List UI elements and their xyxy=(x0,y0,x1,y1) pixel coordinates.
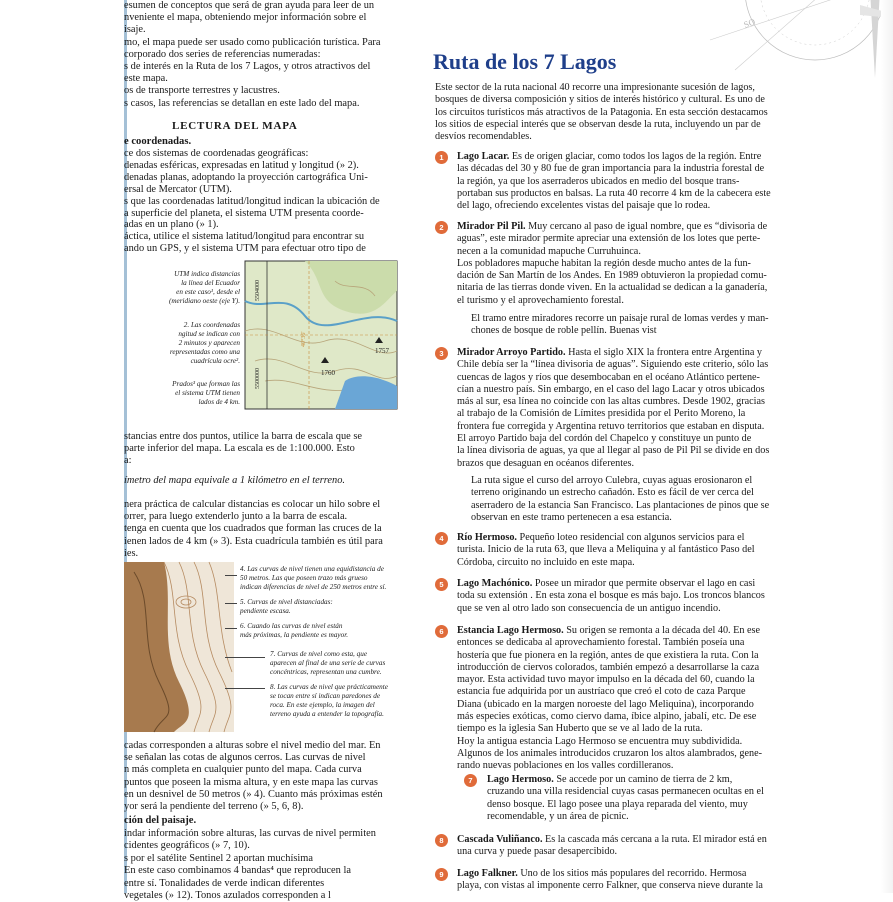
caption-line: concéntricas, representan una cumbre. xyxy=(270,668,382,676)
entry-line: más especies exóticas, como ciervo dama, íbice alpino, jabalí, etc. De ese xyxy=(457,711,757,723)
leader-line xyxy=(225,688,265,689)
entry-9 xyxy=(457,868,769,893)
peak-label-a: 1757 xyxy=(375,347,389,355)
entry-line: recomendable, y un área de picnic. xyxy=(487,810,629,822)
entry-line: playa, con vistas al imponente cerro Falkner, que conserva nieve durante la xyxy=(457,880,763,892)
caption-line: se tocan entre sí indican paredones de xyxy=(270,692,381,700)
entry-title: Lago Hermoso. xyxy=(487,774,554,785)
entry-first-line xyxy=(457,221,769,233)
entry-line: más al sur, esa línea no coincide con las altas cumbres. Desde 1902, gracias xyxy=(457,396,765,408)
text-line: a superficie del planeta, el sistema UTM presenta coorde- xyxy=(124,207,364,219)
entry-4 xyxy=(457,532,769,569)
text-line: Este sector de la ruta nacional 40 recorre una impresionante sucesión de lagos, xyxy=(435,82,755,93)
text-line: stancias entre dos puntos, utilice la barra de escala que se xyxy=(124,431,363,442)
entry-line: tiempo es la iglesia San Huberto que se ve al lado de la ruta. xyxy=(457,723,703,735)
caption-line: 8. Las curvas de nivel que prácticamente xyxy=(270,683,388,691)
text-line: puntos que poseen la misma altura, y en este mapa las curvas xyxy=(124,776,378,788)
entry-line: Hoy la antigua estancia Lago Hermoso se encuentra muy subdividida. xyxy=(457,735,743,747)
entry-first-line xyxy=(457,834,769,846)
text-line: vegetales (» 12). Tonos azulados corresponden a l xyxy=(124,890,331,901)
text-line: mo, el mapa puede ser usado como publicación turística. Para xyxy=(124,36,381,48)
text-line: En este caso combinamos 4 bandas⁴ que reproducen la xyxy=(124,865,351,877)
caption-line: (meridiano oeste (eje Y). xyxy=(168,297,240,305)
text-line: los circuitos turísticos más atractivos de la Patagonia. En esta sección destacamos xyxy=(435,106,768,118)
entry-line: del lago, ofreciendo excelentes vistas del paisaje que lo rodea. xyxy=(457,200,711,212)
landscape-heading: ción del paisaje. xyxy=(124,815,197,826)
caption-line: más próximas, la pendiente es mayor. xyxy=(240,631,348,639)
text-line: s de interés en la Ruta de los 7 Lagos, y otros atractivos del xyxy=(124,61,371,72)
text-line: tenga en cuenta que los cuadrados que forman las cruces de la xyxy=(124,523,382,535)
text-line: orrer, para luego extenderlo junto a la barra de escala. xyxy=(124,511,348,523)
entry-line: cían a nuestro país. Sin embargo, en el caso del lago Lacar y otros ubicados xyxy=(457,383,765,395)
text-line: nveniente el mapa, obteniendo mejor información sobre el xyxy=(124,12,367,24)
entry-line: la región, ya que los aserraderos ubicados en medio del bosque trans- xyxy=(457,175,740,187)
entry-first-line xyxy=(457,625,769,637)
text-line: yor será la pendiente del terreno (» 5, 6, 8). xyxy=(124,801,304,812)
entry-number-badge: 4 xyxy=(435,532,448,545)
caption-line: 5. Curvas de nivel distanciadas: xyxy=(240,598,333,606)
scale-note: ímetro del mapa equivale a 1 kilómetro en el terreno. xyxy=(124,475,346,486)
caption-line: 2 minutos y aparecen xyxy=(178,339,240,347)
text-line: parte inferior del mapa. La escala es de 1:100.000. Esto xyxy=(124,443,355,455)
text-line: denadas esféricas, expresadas en latitud y longitud (» 2). xyxy=(124,159,359,171)
text-line: isaje. xyxy=(124,24,146,36)
text-line: os de transporte terrestres y lacustres. xyxy=(124,85,280,97)
leader-line xyxy=(225,603,237,604)
entry-title: Mirador Arroyo Partido. xyxy=(457,347,566,358)
entry-2 xyxy=(457,221,769,307)
text-line: ienen lados de 4 km (» 3). Esta cuadrícula también es útil para xyxy=(124,535,383,547)
entry-text: Es de origen glaciar, como todos los lagos de la región. Entre xyxy=(509,151,762,162)
entry-number-badge: 9 xyxy=(435,868,448,881)
caption-line: ngitud se indican con xyxy=(178,330,240,338)
caption-line: indican diferencias de nivel de 250 metros entre sí. xyxy=(240,583,387,591)
entry-line: el turismo y el aprovechamiento forestal. xyxy=(457,294,624,306)
entry-line: frontera fue corregida y Argentina retuvo territorios que estaban en disputa. xyxy=(457,420,765,432)
text-line: ando un GPS, y el sistema UTM para efectuar otro tipo de xyxy=(124,243,366,255)
entry-title: Mirador Pil Pil. xyxy=(457,221,526,232)
entry-line: introducción de ciervos colorados, también empezó a desarrollarse la caza xyxy=(457,661,760,673)
entry-line: aserradero de la estancia San Francisco. Las plantaciones de pinos que se xyxy=(471,499,770,511)
text-line: este mapa. xyxy=(124,73,168,85)
entry-text: Se accede por un camino de tierra de 2 km, xyxy=(553,774,733,785)
entry-line: denso bosque. El lago posee una playa reparada del viento, muy xyxy=(487,798,748,810)
entry-line: Chile debía ser la “línea divisoria de aguas”. Siguiendo este criterio, sólo las xyxy=(457,359,769,371)
entry-line: Diana (ubicado en la margen noroeste del lago Meliquina), incorporando xyxy=(457,698,754,710)
caption-line: aparecen al final de una serie de curvas xyxy=(270,659,386,667)
entry-line: mayor. Esta actividad tuvo mayor impulso en la década del 60, cuando la xyxy=(457,674,755,686)
text-line: entre sí. Tonalidades de verde indican diferentes xyxy=(124,877,325,889)
entry-number-badge: 7 xyxy=(464,774,477,787)
entry-title: Río Hermoso. xyxy=(457,532,517,543)
entry-5 xyxy=(457,578,769,615)
caption-line: en este caso¹, desde el xyxy=(176,288,240,296)
entry-text: Su origen se remonta a la década del 40. En ese xyxy=(563,625,761,636)
text-line: adas en un plano (» 1). xyxy=(124,219,219,231)
entry-first-line xyxy=(457,578,769,590)
caption-line: 6. Cuando las curvas de nivel están xyxy=(240,622,343,630)
entry-3 xyxy=(457,347,769,470)
text-line: indar información sobre alturas, las curvas de nivel permiten xyxy=(124,828,376,839)
entry-line: las décadas del 30 y 80 fue de gran importancia para la industria forestal de xyxy=(457,163,765,175)
entry-line: estancia fue adquirida por un austríaco que creó el coto de caza Parque xyxy=(457,686,746,698)
entry-first-line xyxy=(487,774,769,786)
entry-line: que se ven al otro lado son consecuencia de un antiguo incendio. xyxy=(457,602,721,614)
entry-line: turista. Inicio de la ruta 63, que lleva a Meliquina y al fantástico Paso del xyxy=(457,544,755,556)
entry-first-line xyxy=(457,532,769,544)
caption-line: Prados³ que forman las xyxy=(172,380,240,388)
coord-heading: e coordenadas. xyxy=(124,136,192,147)
route-note xyxy=(471,313,769,338)
caption-line: pendiente escasa. xyxy=(240,607,291,615)
text-line: cadas corresponden a alturas sobre el nivel medio del mar. En xyxy=(124,740,381,751)
text-line: s que las coordenadas latitud/longitud indican la ubicación de xyxy=(124,195,380,207)
utm-map-figure xyxy=(245,261,397,409)
entry-title: Estancia Lago Hermoso. xyxy=(457,625,564,636)
intro-paragraph xyxy=(435,82,771,143)
text-line: ies. xyxy=(124,547,139,559)
entry-first-line xyxy=(457,151,769,163)
entry-line: hostería que fue pionera en la región, antes de que existiera la ruta. Con la xyxy=(457,649,759,661)
entry-line: Córdoba, circuito no incluido en este mapa. xyxy=(457,556,635,568)
text-line: denadas planas, adoptando la proyección cartográfica Uni- xyxy=(124,171,368,183)
caption-line: representadas como una xyxy=(169,348,240,356)
entry-line: cuencas de lagos y ríos que desembocaban en el océano Atlántico pertene- xyxy=(457,371,760,383)
text-line: se señalan las cotas de algunos cerros. Las curvas de nivel xyxy=(124,752,366,764)
text-line: bosques de diversa composición y sitios de interés histórico y cultural. Es uno de xyxy=(435,94,765,106)
entry-line: Algunos de los animales introducidos cruzaron los altos alambrados, gene- xyxy=(457,747,762,759)
text-line: esumen de conceptos que será de gran ayuda para leer de un xyxy=(124,0,375,11)
text-line: s casos, las referencias se detallan en este lado del mapa. xyxy=(124,97,360,109)
entry-line: El arroyo Partido baja del cordón del Chapelco y constituye un punto de xyxy=(457,433,752,445)
entry-line: cruzando una villa residencial cuyas casas permanecen ocultas en el xyxy=(487,786,764,798)
peak-label-b: 1760 xyxy=(321,369,335,377)
page-edge xyxy=(881,0,893,893)
entry-line: al trabajo de la Comisión de Límites presidida por el Perito Moreno, la xyxy=(457,408,746,420)
caption-line: UTM indica distancias xyxy=(174,270,240,278)
entry-text: Es la cascada más cercana a la ruta. El mirador está en xyxy=(542,834,767,845)
text-line: a: xyxy=(124,455,132,467)
caption-line: roca. En este ejemplo, la imagen del xyxy=(270,701,375,709)
compass-label: SO xyxy=(742,16,757,30)
entry-line: nitaria de las tierras donde viven. En la actualidad se dedican a la ganadería, xyxy=(457,282,768,294)
entry-line: aguas”, este mirador permite apreciar una extensión de los lotes que perte- xyxy=(457,233,761,245)
text-line: corporado dos series de referencias numeradas: xyxy=(124,48,321,60)
text-line: ersal de Mercator (UTM). xyxy=(124,183,232,195)
entry-text: Uno de los sitios más populares del recorrido. Hermosa xyxy=(517,868,747,879)
entry-number-badge: 8 xyxy=(435,834,448,847)
entry-title: Lago Machónico. xyxy=(457,578,533,589)
leader-line xyxy=(225,628,237,629)
entry-title: Cascada Vuliñanco. xyxy=(457,834,543,845)
entry-first-line xyxy=(457,868,769,880)
entry-number-badge: 3 xyxy=(435,347,448,360)
right-column xyxy=(405,0,893,893)
entry-line: El tramo entre miradores recorre un paisaje rural de lomas verdes y man- xyxy=(471,313,769,324)
entry-line: toda su extensión . En esta zona el bosque es más bajo. Los troncos blancos xyxy=(457,590,765,602)
contour-map-figure xyxy=(124,562,234,732)
entry-number-badge: 1 xyxy=(435,151,448,164)
caption-line: cuadrícula ocre². xyxy=(190,357,240,365)
entry-line: una curva y puede pasar desapercibido. xyxy=(457,846,618,858)
caption-line: el sistema UTM tienen xyxy=(175,389,240,397)
entry-number-badge: 6 xyxy=(435,625,448,638)
entry-line: La ruta sigue el curso del arroyo Culebra, cuyas aguas erosionaron el xyxy=(471,475,753,486)
utm-bottom-label: 5500000 xyxy=(255,368,261,389)
entry-line: portaban sus productos en balsas. La ruta 40 recorre 4 km de la cabecera este xyxy=(457,187,771,199)
entry-line: Los pobladores mapuche habitan la región desde mucho antes de la fun- xyxy=(457,257,751,269)
leader-line xyxy=(225,657,265,658)
entry-line: necen a la comunidad mapuche Curruhuinca. xyxy=(457,245,641,257)
entry-line: rando nuevas poblaciones en los valles cordilleranos. xyxy=(457,760,674,772)
caption-line: lados de 4 km. xyxy=(198,398,240,406)
entry-7 xyxy=(487,774,769,823)
entry-text: Posee un mirador que permite observar el lago en casi xyxy=(532,578,756,589)
entry-title: Lago Lacar. xyxy=(457,151,510,162)
text-line: en un desnivel de 50 metros (» 4). Cuanto más próximas estén xyxy=(124,788,383,800)
entry-6 xyxy=(457,625,769,773)
caption-line: 4. Las curvas de nivel tienen una equidistancia de xyxy=(240,565,384,573)
text-line: cidentes geográficos (» 7, 10). xyxy=(124,840,250,852)
leader-line xyxy=(225,575,237,576)
entry-title: Lago Falkner. xyxy=(457,868,518,879)
text-line: n más completa en cualquier punto del mapa. Cada curva xyxy=(124,764,362,776)
latitude-label: 40°36' xyxy=(301,331,307,347)
section-title: LECTURA DEL MAPA xyxy=(172,120,298,132)
caption-line: 7. Curvas de nivel como esta, que xyxy=(270,650,368,658)
text-line: desvíos recomendables. xyxy=(435,131,532,143)
utm-top-label: 5504000 xyxy=(255,280,261,301)
entry-line: observan en este tramo pertenecen a esa estancia. xyxy=(471,511,672,523)
text-line: ce dos sistemas de coordenadas geográficas: xyxy=(124,148,309,159)
entry-line: la línea divisoria de aguas, ya que al llegar al paso de Pil Pil se divide en dos xyxy=(457,445,770,457)
text-line: áctica, utilice el sistema latitud/longitud para encontrar su xyxy=(124,231,365,243)
entry-line: dación de San Martín de los Andes. En 1989 obtuvieron la propiedad comu- xyxy=(457,270,767,282)
entry-number-badge: 5 xyxy=(435,578,448,591)
entry-line: terreno originando un estrecho cañadón. Esto es fácil de ver cerca del xyxy=(471,487,754,499)
entry-first-line xyxy=(457,347,769,359)
entry-line: brazos que desaguan en océanos diferentes. xyxy=(457,457,635,469)
route-note xyxy=(471,475,769,524)
entry-1 xyxy=(457,151,769,212)
text-line: nera práctica de calcular distancias es colocar un hilo sobre el xyxy=(124,499,381,510)
caption-line: terreno ayuda a entender la topografía. xyxy=(270,710,384,718)
caption-line: 2. Las coordenadas xyxy=(183,321,240,329)
entry-line: entonces se dedicaba al aprovechamiento forestal. También poseía una xyxy=(457,637,745,649)
entry-8 xyxy=(457,834,769,859)
caption-line: la línea del Ecuador xyxy=(181,279,240,287)
entry-number-badge: 2 xyxy=(435,221,448,234)
caption-line: 50 metros. Las que poseen trazo más grueso xyxy=(240,574,368,582)
text-line: s por el satélite Sentinel 2 aportan muchísima xyxy=(124,852,314,864)
entry-line: chones de bosque de roble pellín. Buenas vist xyxy=(471,325,657,337)
left-column xyxy=(0,0,405,901)
text-line: los sitios de especial interés que se observan desde la ruta, incluyendo un par de xyxy=(435,118,761,130)
entry-text: Hasta el siglo XIX la frontera entre Argentina y xyxy=(565,347,762,358)
entry-text: Muy cercano al paso de igual nombre, que es “divisoria de xyxy=(525,221,768,232)
page-title: Ruta de los 7 Lagos xyxy=(433,49,617,74)
entry-text: Pequeño loteo residencial con algunos servicios para el xyxy=(516,532,745,543)
